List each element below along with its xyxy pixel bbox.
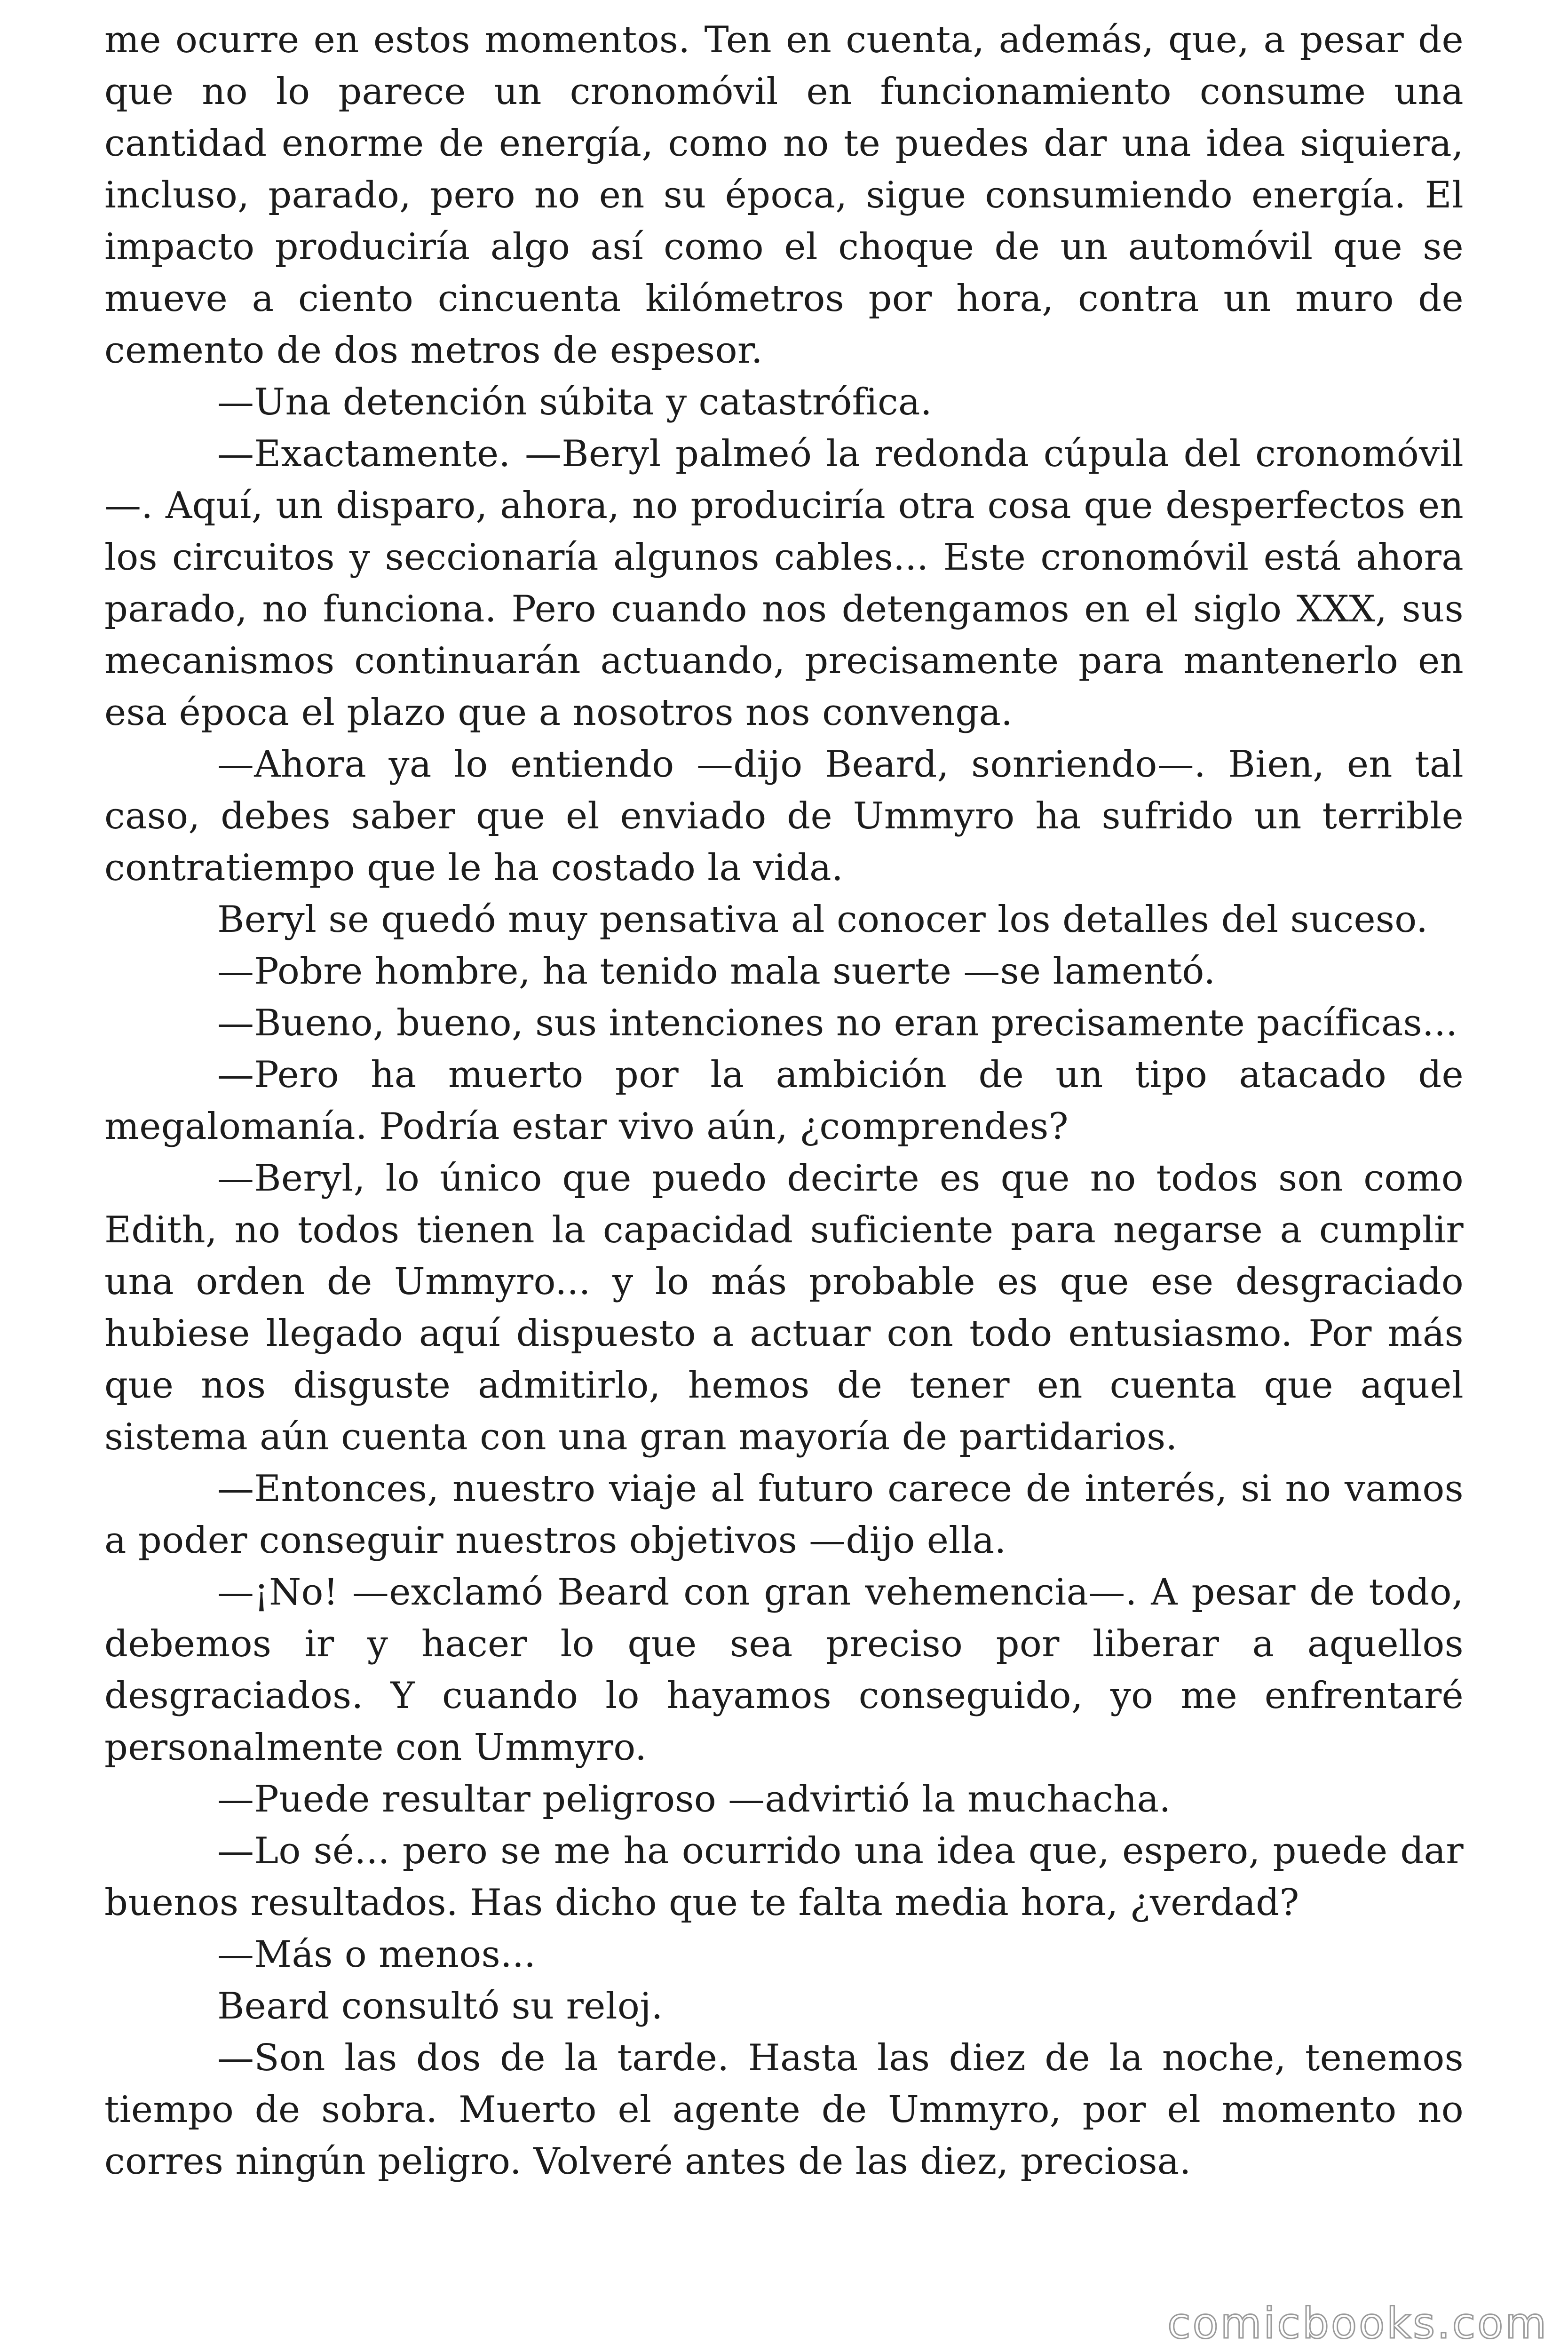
site-watermark: comicbooks.com [1167,2299,1548,2348]
paragraph-9: —Beryl, lo único que puedo decirte es que no todos son como Edith, no todos tienen la capacidad suficiente para negarse a cumplir una orden de Ummyro... y lo más probable es que ese desgraciado hubiese llegado aquí dispuesto a actuar con todo entusiasmo. Por más que nos disguste admitirlo, hemos de tener en cuenta que aquel sistema aún cuenta con una gran mayoría de partidarios. [104,1157,1464,1458]
paragraph-2: —Una detención súbita y catastrófica. [217,381,932,423]
paragraph-10: —Entonces, nuestro viaje al futuro carece de interés, si no vamos a poder conseguir nuestros objetivos —dijo ella. [104,1468,1464,1562]
paragraph-7: —Bueno, bueno, sus intenciones no eran precisamente pacíficas... [217,1002,1458,1044]
paragraph-13: —Lo sé... pero se me ha ocurrido una idea que, espero, puede dar buenos resultados. Has dicho que te falta media hora, ¿verdad? [104,1830,1464,1924]
paragraph-11: —¡No! —exclamó Beard con gran vehemencia—. A pesar de todo, debemos ir y hacer lo que sea preciso por liberar a aquellos desgraciados. Y cuando lo hayamos conseguido, yo me enfrentaré personalmente con Ummyro. [104,1571,1464,1769]
book-page-body [104,14,1464,2187]
paragraph-12: —Puede resultar peligroso —advirtió la muchacha. [217,1778,1171,1820]
paragraph-14: —Más o menos... [217,1933,536,1976]
paragraph-5: Beryl se quedó muy pensativa al conocer los detalles del suceso. [217,898,1428,941]
paragraph-3: —Exactamente. —Beryl palmeó la redonda cúpula del cronomóvil—. Aquí, un disparo, ahora, no produciría otra cosa que desperfectos en los circuitos y seccionaría algunos cables... Este cronomóvil está ahora parado, no funciona. Pero cuando nos detengamos en el siglo XXX, sus mecanismos continuarán actuando, precisamente para mantenerlo en esa época el plazo que a nosotros nos convenga. [104,433,1464,734]
paragraph-4: —Ahora ya lo entiendo —dijo Beard, sonriendo—. Bien, en tal caso, debes saber que el enviado de Ummyro ha sufrido un terrible contratiempo que le ha costado la vida. [104,743,1464,889]
paragraph-1: me ocurre en estos momentos. Ten en cuenta, además, que, a pesar de que no lo parece un cronomóvil en funcionamiento consume una cantidad enorme de energía, como no te puedes dar una idea siquiera, incluso, parado, pero no en su época, sigue consumiendo energía. El impacto produciría algo así como el choque de un automóvil que se mueve a ciento cincuenta kilómetros por hora, contra un muro de cemento de dos metros de espesor. [104,19,1464,372]
paragraph-16: —Son las dos de la tarde. Hasta las diez de la noche, tenemos tiempo de sobra. Muerto el agente de Ummyro, por el momento no corres ningún peligro. Volveré antes de las diez, preciosa. [104,2037,1464,2183]
paragraph-15: Beard consultó su reloj. [217,1985,663,2027]
paragraph-6: —Pobre hombre, ha tenido mala suerte —se lamentó. [217,950,1216,993]
paragraph-8: —Pero ha muerto por la ambición de un tipo atacado de megalomanía. Podría estar vivo aún, ¿comprendes? [104,1054,1464,1148]
